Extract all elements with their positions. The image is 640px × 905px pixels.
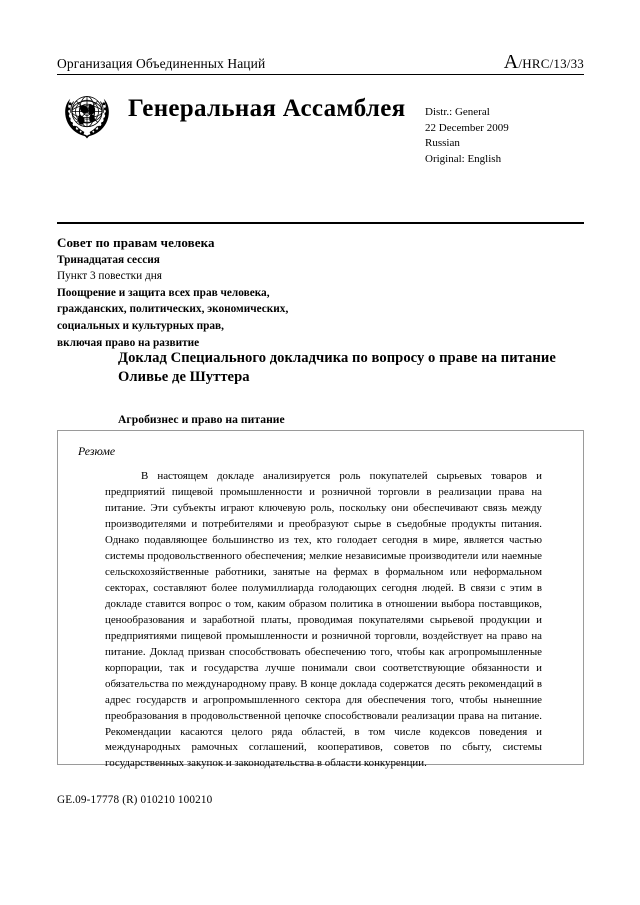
body-name: Генеральная Ассамблея — [128, 95, 406, 122]
council-session: Тринадцатая сессия — [57, 253, 160, 266]
section-divider-rule — [57, 222, 584, 224]
document-symbol — [504, 52, 584, 72]
agenda-title-line-4: включая право на развитие — [57, 336, 200, 349]
summary-box — [57, 430, 584, 770]
document-original-language: Original: English — [425, 152, 502, 165]
page-subtitle: Агробизнес и право на питание — [118, 412, 285, 426]
distribution-block — [425, 105, 509, 167]
page-title: Доклад Специального докладчика по вопросу о праве на питание Оливье де Шуттера — [118, 350, 556, 386]
distribution-type: Distr.: General — [425, 106, 490, 118]
organization-name: Организация Объединенных Наций — [57, 56, 266, 72]
council-name: Совет по правам человека — [57, 235, 215, 250]
agenda-title-line-1: Поощрение и защита всех прав человека, — [57, 286, 270, 299]
agenda-item: Пункт 3 повестки дня — [57, 270, 162, 283]
agenda-title-line-2: гражданских, политических, экономических, — [57, 303, 289, 316]
document-language: Russian — [425, 137, 460, 150]
council-block — [57, 234, 457, 351]
masthead-body — [57, 75, 584, 163]
document-symbol-prefix: A — [503, 51, 519, 73]
masthead — [57, 52, 584, 163]
summary-paragraph: В настоящем докладе анализируется роль покупателей сырьевых товаров и предприятий пищевой промышленности и розничной торговли в реализации права на питание. Эти субъекты играют ключевую роль, поскольку они обеспечивают связь между производителями и потребителями и преобразуют сырье в съедобные продукты питания. Однако подавляющее большинство из тех, кто голодает сегодня в мире, является частью системы продовольственного обеспечения; мелкие независимые производители или наемные сельскохозяйственные работники, занятые на фермах в формальном или неформальном секторах, составляют более полумиллиарда голодающих сегодня людей. В связи с этим в докладе ставится вопрос о том, каким образом политика в отношении выбора поставщиков, ценообразования и заработной платы, проводимая покупателями сырьевой продукции и предприятиями пищевой промышленности и розничной торговли, воздействует на право на питание. Доклад призван способствовать обеспечению того, чтобы как агропромышленные корпорации, так и государства лучше понимали свои соответствующие обязанности и обязательства по международному праву. В конце доклада содержатся десять рекомендаций в адрес государств и агропромышленного сектора для обеспечения того, чтобы нынешние преобразования в продовольственной цепочке способствовали реализации права на питание. Рекомендации касаются целого ряда областей, в том числе кодексов поведения и международных рамочных соглашений, кооперативов, советов по сбыту, системы государственных закупок и законодательства в области конкуренции. — [105, 470, 542, 770]
summary-label: Резюме — [78, 444, 116, 458]
footer-job-number: GE.09-17778 (R) 010210 100210 — [57, 794, 213, 806]
masthead-top-row — [57, 52, 584, 74]
un-emblem-icon — [59, 87, 115, 143]
document-symbol-suffix: /HRC/13/33 — [518, 56, 584, 71]
title-block — [118, 349, 558, 426]
document-date: 22 December 2009 — [425, 121, 509, 134]
agenda-title-line-3: социальных и культурных прав, — [57, 319, 224, 332]
